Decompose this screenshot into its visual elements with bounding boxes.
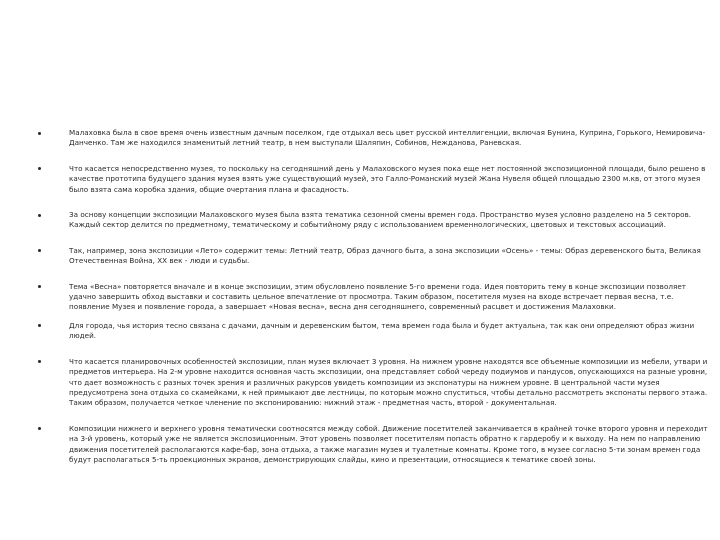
bullet-dot-icon [38, 132, 41, 135]
bullet-text: Тема «Весна» повторяется вначале и в конце экспозиции, этим обусловлено появление 5-го времени года. Идея повторить тему в конце экспозиции позволяет удачно завершить обход выставки и составить цельное впечатление от просмотра. Таким образом, посетителя музея на входе встречает первая весна, т.е. появление Музея и появление города, а завершает «Новая весна», весна дня сегодняшнего, современный расцвет и достижения Малаховки. [69, 281, 686, 312]
bullet-dot-icon [38, 249, 41, 252]
bullet-list [38, 128, 710, 480]
bullet-dot-icon [38, 285, 41, 288]
bullet-text: За основу концепции экспозиции Малаховского музея была взята тематика сезонной смены времен года. Пространство музея условно разделено на 5 секторов. Каждый сектор делится по предметному, тематическому и событийному ряду с использованием временнологических, цветовых и текстовых ассоциаций. [69, 210, 692, 230]
bullet-item [38, 164, 710, 195]
bullet-text: Для города, чья история тесно связана с дачами, дачным и деревенским бытом, тема времен года была и будет актуальна, так как они определяют образ жизни людей. [69, 320, 695, 341]
bullet-text: Что касается непосредственно музея, то поскольку на сегодняшний день у Малаховского музея пока еще нет постоянной экспозиционной площади, было решено в качестве прототипа будущего здания музея взять уже существующий музей, это Галло-Романский музей Жана Нувеля общей площадью 2300 м.кв, от этого музея было взята сама коробка здания, общие очертания плана и фасадность. [69, 163, 706, 194]
bullet-item [38, 357, 710, 409]
bullet-item [38, 210, 710, 231]
bullet-item [38, 246, 710, 267]
bullet-item [38, 282, 710, 313]
bullet-text: Что касается планировочных особенностей экспозиции, план музея включает 3 уровня. На нижнем уровне находятся все объемные композиции из мебели, утвари и предметов интерьера. На 2-м уровне находится основная часть экспозиции, она представляет собой череду подиумов и пандусов, опускающихся на разные уровни, что дает возможность с разных точек зрения и различных ракурсов увидеть композиции из экспонатуры на нижнем уровне. В центральной части музея предусмотрена зона отдыха со скамейками, к ней примыкают две лестницы, по которым можно спуститься, чтобы детально рассмотреть экспонаты первого этажа. Таким образом, получается четкое членение по экспонированию: нижний этаж - предметная часть, второй - документальная. [69, 356, 708, 408]
bullet-item [38, 424, 710, 466]
bullet-dot-icon [38, 360, 41, 363]
bullet-dot-icon [38, 427, 41, 430]
bullet-text: Малаховка была в свое время очень известным дачным поселком, где отдыхал весь цвет русской интеллигенции, включая Бунина, Куприна, Горького, Немировича-Данченко. Там же находился знаменитый летний театр, в нем выступали Шаляпин, Собинов, Нежданова, Раневская. [69, 128, 706, 148]
bullet-item [38, 321, 710, 342]
bullet-item [38, 128, 710, 149]
bullet-text: Так, например, зона экспозиции «Лето» содержит темы: Летний театр, Образ дачного быта, а зона экспозиции «Осень» - темы: Образ деревенского быта, Великая Отечественная Война, XX век - люди и судьбы. [69, 245, 701, 266]
bullet-dot-icon [38, 214, 41, 217]
bullet-text: Композиции нижнего и верхнего уровня тематически соотносятся между собой. Движение посетителей заканчивается в крайней точке второго уровня и переходит на 3-й уровень, который уже не является экспозиционным. Этот уровень позволяет посетителям попасть обратно к гардеробу и к выходу. На нем по направлению движения посетителей располагаются кафе-бар, зона отдыха, а также магазин музея и туалетные комнаты. Кроме того, в музее согласно 5-ти зонам времен года будут располагаться 5-ть проекционных экранов, демонстрирующих слайды, кино и презентации, относящиеся к тематике своей зоны. [69, 423, 708, 464]
bullet-dot-icon [38, 324, 41, 327]
bullet-dot-icon [38, 167, 41, 170]
